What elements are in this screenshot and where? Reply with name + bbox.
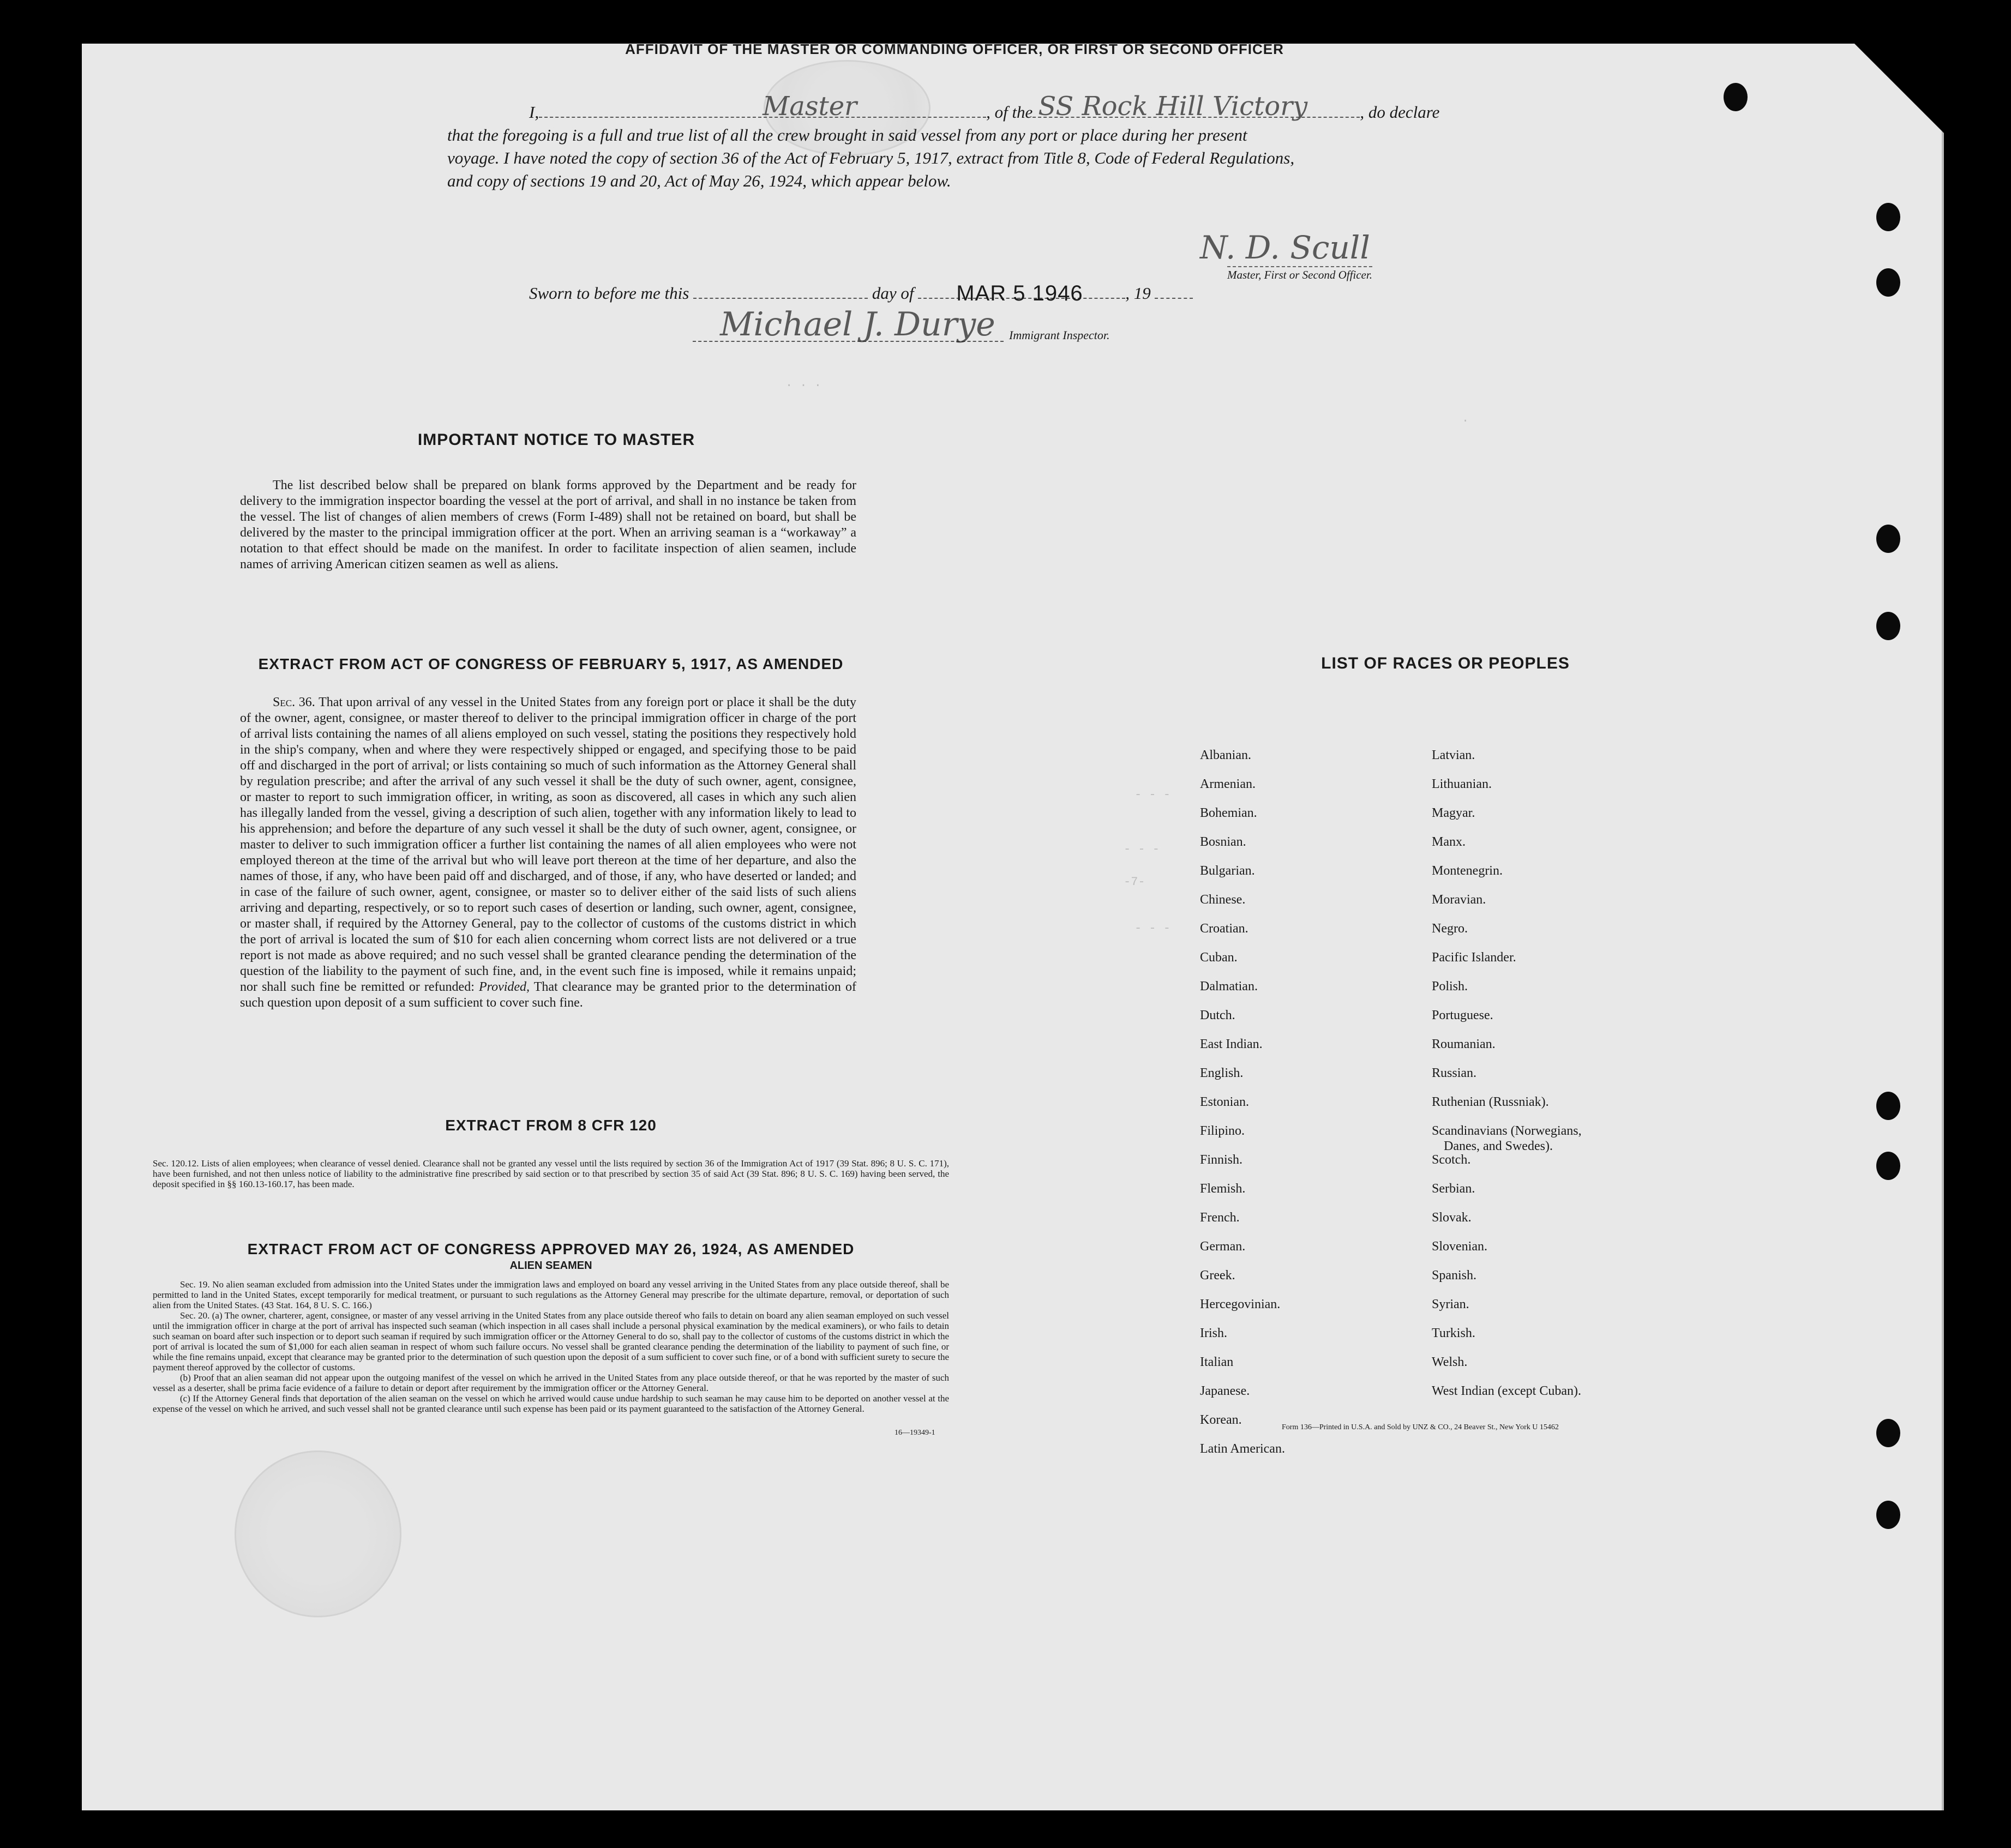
punch-hole — [1876, 268, 1900, 297]
year-label: , 19 — [1125, 284, 1151, 303]
race-item: Hercegovinian. — [1200, 1297, 1281, 1311]
officer-handwriting: Master — [763, 91, 857, 122]
cfr-body: Sec. 120.12. Lists of alien employees; when clearance of vessel denied. Clearance shall not be granted any vessel until the lists required by section 36 of the Immigration Act of 1917 (39 Stat. 896; 8 U. S. C. 171), have been furnished, and not then unless notice of liability to the administrative fine prescribed by said section or to that prescribed by section 35 of said Act (39 Stat. 896; 8 U. S. C. 169) having been served, the deposit specified in §§ 160.13-160.17, has been made. — [153, 1158, 949, 1189]
race-item: Polish. — [1432, 979, 1468, 994]
punch-hole — [1876, 1152, 1900, 1180]
punch-hole — [1876, 1092, 1900, 1120]
month-blank[interactable] — [918, 281, 1125, 305]
race-item: Slovenian. — [1432, 1239, 1487, 1254]
race-item: Estonian. — [1200, 1095, 1249, 1109]
bleed-through-mark: . — [1462, 412, 1469, 425]
race-item: Serbian. — [1432, 1182, 1475, 1196]
act-1917-body — [240, 695, 856, 1011]
bleed-through-mark: - - - — [1134, 788, 1171, 802]
bleed-through-mark: . . . — [785, 376, 822, 390]
punch-hole — [1876, 1501, 1900, 1529]
affidavit-title: AFFIDAVIT OF THE MASTER OR COMMANDING OFFICER, OR FIRST OR SECOND OFFICER — [625, 41, 1284, 57]
embossed-seal — [235, 1450, 401, 1617]
punch-hole — [1876, 1419, 1900, 1447]
punch-hole — [1876, 203, 1900, 231]
race-item: Lithuanian. — [1432, 777, 1492, 791]
bleed-through-mark: -7- — [1124, 875, 1145, 889]
sec-20c-text: (c) If the Attorney General finds that deportation of the alien seaman on the vessel on which he arrived would cause undue hardship to such seaman he may cause him to be deported on another vessel at the expense of the vessel on which he arrived, and such vessel shall not be granted clearance until such expense has been paid or its payment guaranteed to the satisfaction of the Attorney General. — [153, 1393, 949, 1414]
sworn-line — [529, 281, 1193, 305]
race-item: Finnish. — [1200, 1153, 1243, 1167]
race-item: Dutch. — [1200, 1008, 1235, 1022]
race-item: Bohemian. — [1200, 806, 1257, 820]
race-item: Latin American. — [1200, 1442, 1285, 1456]
race-item: Portuguese. — [1432, 1008, 1493, 1022]
race-item: German. — [1200, 1239, 1246, 1254]
sec-36-label: Sec. 36. — [273, 695, 315, 709]
alien-seamen-subheading: ALIEN SEAMEN — [509, 1260, 592, 1272]
race-item: Albanian. — [1200, 748, 1251, 762]
race-item: Spanish. — [1432, 1268, 1477, 1283]
race-item: Syrian. — [1432, 1297, 1469, 1311]
bleed-through-mark: - - - — [1134, 922, 1171, 935]
race-item: Irish. — [1200, 1326, 1227, 1340]
race-item: Armenian. — [1200, 777, 1256, 791]
cfr-heading: EXTRACT FROM 8 CFR 120 — [445, 1117, 657, 1134]
notice-body: The list described below shall be prepared on blank forms approved by the Department and be ready for delivery to the immigration inspector boarding the vessel at the port of arrival, and shall in no instance be taken from the vessel. The list of changes of alien members of crews (Form I-489) shall not be retained on board, but shall be delivered by the master to the principal immigration officer at the port. When an arriving seaman is a “workaway” a notation to that effect should be made on the manifest. In order to facilitate inspection of alien seamen, include names of arriving American citizen seamen as well as aliens. — [240, 478, 856, 571]
race-item: Korean. — [1200, 1413, 1242, 1427]
race-item: Flemish. — [1200, 1182, 1246, 1196]
vessel-handwriting: SS Rock Hill Victory — [1038, 91, 1308, 122]
race-item: Croatian. — [1200, 922, 1248, 936]
race-item: West Indian (except Cuban). — [1432, 1384, 1581, 1398]
race-item: Montenegrin. — [1432, 864, 1503, 878]
race-item: Bulgarian. — [1200, 864, 1255, 878]
race-item: Italian — [1200, 1355, 1234, 1369]
race-item: Bosnian. — [1200, 835, 1246, 849]
act-1924-heading: EXTRACT FROM ACT OF CONGRESS APPROVED MAY 26, 1924, AS AMENDED — [247, 1241, 855, 1257]
do-declare-label: , do declare — [1360, 103, 1440, 122]
punch-hole — [1876, 612, 1900, 640]
i-label: I, — [529, 103, 539, 122]
race-item: East Indian. — [1200, 1037, 1263, 1051]
sec-20b-text: (b) Proof that an alien seaman did not appear upon the outgoing manifest of the vessel on which he arrived in the United States from any place outside thereof, or that he was reported by the master of such vessel as a deserter, shall be prima facie evidence of a failure to detain or deport after requirement by the immigration officer or the Attorney General. — [153, 1373, 949, 1393]
vessel-blank[interactable] — [1032, 91, 1360, 122]
race-item: Latvian. — [1432, 748, 1475, 762]
race-item: Danes, and Swedes). — [1444, 1139, 1553, 1153]
master-signature: N. D. Scull — [1200, 229, 1370, 266]
declaration-line-1 — [447, 91, 1511, 124]
race-item: Moravian. — [1432, 893, 1486, 907]
inspector-signature: Michael J. Durye — [720, 305, 995, 344]
race-item: Slovak. — [1432, 1211, 1472, 1225]
declaration-line-2: that the foregoing is a full and true list of all the crew brought in said vessel from any port or place during her present — [447, 125, 1247, 145]
sec-36-text: That upon arrival of any vessel in the United States from any foreign port or place it shall be the duty of the owner, agent, consignee, or master thereof to deliver to the principal immigration officer in charge of the port of arrival lists containing the names of all aliens employed on such vessel, stating the positions they respectively hold in the ship's company, when and where they were respectively shipped or engaged, and specifying those to be paid off and discharged in the port of arrival; or lists containing so much of such information as the Attorney General shall by regulation prescribe; and after the arrival of any such vessel it shall be the duty of such owner, agent, consignee, or master to report to such immigration officer, in writing, as soon as discovered, all cases in which any such alien has illegally landed from the vessel, giving a description of such alien, together with any information likely to lead to his apprehension; and before the departure of any such vessel it shall be the duty of such owner, agent, consignee, or master to deliver to such immigration officer a further list containing the names of all alien employees who were not employed thereon at the time of the arrival but who will leave port thereon at the time of her departure, and also the names of those, if any, who have been paid off and discharged, and of those, if any, who have deserted or landed; and in case of the failure of such owner, agent, consignee, or master so to deliver either of the said lists of such aliens arriving and departing, respectively, or so to report such cases of desertion or landing, such owner, agent, consignee, or master shall, if required by the Attorney General, pay to the collector of customs of the customs district in which the port of arrival is located the sum of $10 for each alien concerning whom correct lists are not delivered or a true report is not made as above required; and no such vessel shall be granted clearance pending the determination of the question of the liability to the payment of such fine, and, in the event such fine is imposed, while it remains unpaid; nor shall such fine be remitted or refunded: — [240, 695, 856, 994]
race-item: Dalmatian. — [1200, 979, 1258, 994]
day-of-label: day of — [872, 284, 914, 303]
race-item: Chinese. — [1200, 893, 1246, 907]
race-item: Welsh. — [1432, 1355, 1468, 1369]
punch-hole — [1724, 83, 1748, 111]
race-item: Negro. — [1432, 922, 1468, 936]
race-item: Magyar. — [1432, 806, 1475, 820]
race-item: Scandinavians (Norwegians, — [1432, 1124, 1582, 1138]
race-item: Pacific Islander. — [1432, 950, 1516, 965]
sec-19-text: Sec. 19. No alien seaman excluded from admission into the United States under the immigration laws and employed on board any vessel arriving in the United States from any place outside thereof, shall be permitted to land in the United States, except temporarily for medical treatment, or pursuant to such regulations as the Attorney General may prescribe for the ultimate departure, removal, or deportation of such alien from the United States. (43 Stat. 164, 8 U. S. C. 166.) — [153, 1279, 949, 1310]
race-item: Filipino. — [1200, 1124, 1245, 1138]
notice-heading: IMPORTANT NOTICE TO MASTER — [417, 431, 695, 449]
race-item: Greek. — [1200, 1268, 1235, 1283]
race-item: Russian. — [1432, 1066, 1477, 1080]
race-item: Manx. — [1432, 835, 1466, 849]
race-item: English. — [1200, 1066, 1244, 1080]
date-stamp: MAR 5 1946 — [956, 281, 1083, 305]
year-blank[interactable] — [1155, 298, 1193, 299]
act-1924-body — [153, 1279, 949, 1414]
inspector-caption: Immigrant Inspector. — [1009, 328, 1110, 342]
race-item: Cuban. — [1200, 950, 1238, 965]
declaration — [447, 91, 1511, 192]
race-item: French. — [1200, 1211, 1240, 1225]
races-heading: LIST OF RACES OR PEOPLES — [1321, 654, 1570, 672]
provided-label: Provided, — [478, 980, 530, 994]
of-the-label: , of the — [986, 103, 1033, 122]
provided-text: That clearance may be granted prior to the determination of such question upon deposit of a sum sufficient to cover such fine. — [240, 980, 857, 1010]
day-blank[interactable] — [693, 298, 868, 299]
form-number: 16—19349-1 — [895, 1429, 935, 1437]
race-item: Turkish. — [1432, 1326, 1475, 1340]
race-item: Japanese. — [1200, 1384, 1250, 1398]
act-1917-heading: EXTRACT FROM ACT OF CONGRESS OF FEBRUARY 5, 1917, AS AMENDED — [258, 655, 844, 672]
race-item: Scotch. — [1432, 1153, 1471, 1167]
race-item: Roumanian. — [1432, 1037, 1496, 1051]
declaration-line-3: voyage. I have noted the copy of section 36 of the Act of February 5, 1917, extract from Title 8, Code of Federal Regulations, — [447, 148, 1295, 167]
race-item: Ruthenian (Russniak). — [1432, 1095, 1549, 1109]
form-footer: Form 136—Printed in U.S.A. and Sold by UNZ & CO., 24 Beaver St., New York U 15462 — [1282, 1423, 1559, 1431]
master-caption: Master, First or Second Officer. — [1227, 266, 1372, 282]
sec-20a-text: Sec. 20. (a) The owner, charterer, agent, consignee, or master of any vessel arriving in the United States from any place outside thereof who fails to detain on board any alien seaman employed on such vessel until the immigration officer in charge at the port of arrival has inspected such seaman (which inspection in all cases shall include a personal physical examination by the medical examiners), or who fails to detain such seaman on board after such inspection or to deport such seaman if required by such immigration officer or the Attorney General to do so, shall pay to the collector of customs of the customs district in which the port of arrival is located the sum of $1,000 for each alien seaman in respect of whom such failure occurs. No vessel shall be granted clearance pending the determination of the liability to payment of such fine, or while the fine remains unpaid, except that clearance may be granted prior to the determination of such question upon the deposit of a sum sufficient to cover such fine, or of a bond with sufficient surety to secure the payment thereof approved by the collector of customs. — [153, 1310, 949, 1373]
page-corner — [1854, 44, 1964, 153]
declaration-line-4: and copy of sections 19 and 20, Act of May 26, 1924, which appear below. — [447, 171, 951, 190]
officer-blank[interactable] — [539, 91, 986, 122]
sworn-label: Sworn to before me this — [529, 284, 689, 303]
punch-hole — [1876, 525, 1900, 553]
bleed-through-mark: - - - — [1124, 842, 1160, 856]
